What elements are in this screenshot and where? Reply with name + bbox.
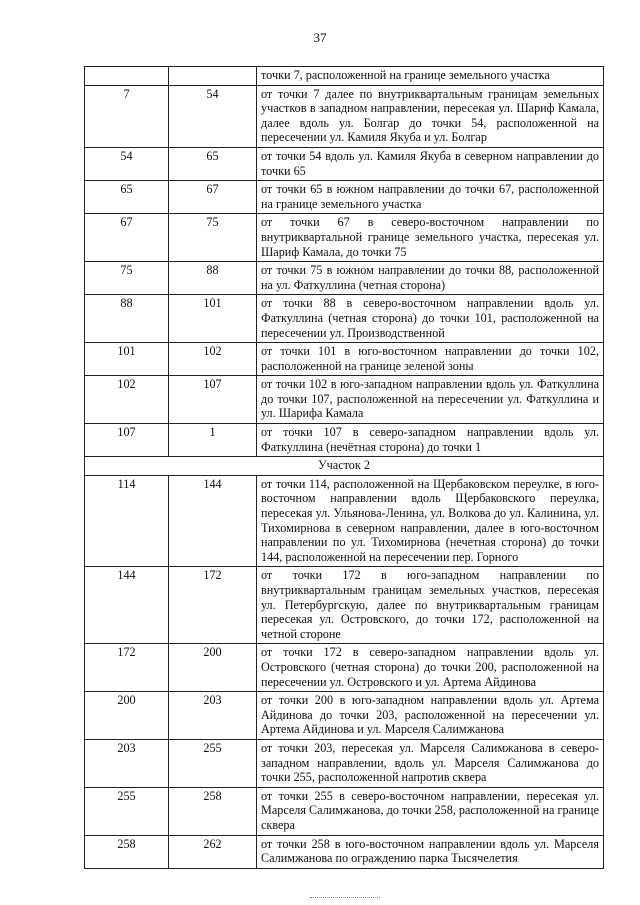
description-cell: от точки 75 в южном направлении до точки 88, расположенной на ул. Фаткуллина (четная сторона) bbox=[257, 262, 604, 295]
description-cell: от точки 172 в юго-западном направлении по внутриквартальным границам земельных участков, пересекая ул. Петербургскую, далее по внутриквартальным границам пересекая ул. Островского, до точки 172, расположенной на четной стороне bbox=[257, 567, 604, 644]
table-row bbox=[85, 424, 604, 457]
from-point-cell: 54 bbox=[85, 147, 169, 180]
from-point-cell: 67 bbox=[85, 214, 169, 262]
table-row bbox=[85, 739, 604, 787]
from-point-cell: 200 bbox=[85, 692, 169, 740]
table-row bbox=[85, 787, 604, 835]
from-point-cell bbox=[85, 67, 169, 86]
to-point-cell: 67 bbox=[169, 181, 257, 214]
page-number: 37 bbox=[313, 30, 327, 45]
table-body bbox=[85, 67, 604, 869]
table-row bbox=[85, 567, 604, 644]
to-point-cell: 101 bbox=[169, 295, 257, 343]
table-row bbox=[85, 835, 604, 868]
from-point-cell: 203 bbox=[85, 739, 169, 787]
to-point-cell: 54 bbox=[169, 85, 257, 147]
to-point-cell: 255 bbox=[169, 739, 257, 787]
description-cell: от точки 65 в южном направлении до точки 67, расположенной на границе земельного участка bbox=[257, 181, 604, 214]
to-point-cell: 262 bbox=[169, 835, 257, 868]
table-row bbox=[85, 644, 604, 692]
to-point-cell: 258 bbox=[169, 787, 257, 835]
table-row bbox=[85, 475, 604, 567]
description-cell: от точки 258 в юго-восточном направлении вдоль ул. Марселя Салимжанова по ограждению парка Тысячелетия bbox=[257, 835, 604, 868]
from-point-cell: 7 bbox=[85, 85, 169, 147]
to-point-cell: 1 bbox=[169, 424, 257, 457]
from-point-cell: 114 bbox=[85, 475, 169, 567]
from-point-cell: 144 bbox=[85, 567, 169, 644]
description-cell: точки 7, расположенной на границе земельного участка bbox=[257, 67, 604, 86]
to-point-cell: 65 bbox=[169, 147, 257, 180]
description-cell: от точки 101 в юго-восточном направлении до точки 102, расположенной на границе зеленой зоны bbox=[257, 343, 604, 376]
from-point-cell: 107 bbox=[85, 424, 169, 457]
description-cell: от точки 67 в северо-восточном направлении по внутриквартальной границе земельного участка, пересекая ул. Шариф Камала, до точки 75 bbox=[257, 214, 604, 262]
from-point-cell: 101 bbox=[85, 343, 169, 376]
from-point-cell: 75 bbox=[85, 262, 169, 295]
to-point-cell: 203 bbox=[169, 692, 257, 740]
description-cell: от точки 200 в юго-западном направлении вдоль ул. Артема Айдинова до точки 203, расположенной на пересечении ул. Артема Айдинова и ул. Марселя Салимжанова bbox=[257, 692, 604, 740]
section-heading: Участок 2 bbox=[85, 457, 604, 476]
description-cell: от точки 255 в северо-восточном направлении, пересекая ул. Марселя Салимжанова, до точки 258, расположенной на границе сквера bbox=[257, 787, 604, 835]
description-cell: от точки 102 в юго-западном направлении вдоль ул. Фаткуллина до точки 107, расположенной на пересечении ул. Фаткуллина и ул. Шарифа Камала bbox=[257, 376, 604, 424]
to-point-cell: 144 bbox=[169, 475, 257, 567]
description-cell: от точки 203, пересекая ул. Марселя Салимжанова в северо-западном направлении, вдоль ул. Марселя Салимжанова до точки 255, расположенной напротив сквера bbox=[257, 739, 604, 787]
from-point-cell: 255 bbox=[85, 787, 169, 835]
table-row bbox=[85, 692, 604, 740]
table-row bbox=[85, 67, 604, 86]
description-cell: от точки 54 вдоль ул. Камиля Якуба в северном направлении до точки 65 bbox=[257, 147, 604, 180]
to-point-cell bbox=[169, 67, 257, 86]
table-row bbox=[85, 295, 604, 343]
to-point-cell: 107 bbox=[169, 376, 257, 424]
to-point-cell: 172 bbox=[169, 567, 257, 644]
table-row bbox=[85, 147, 604, 180]
table-row bbox=[85, 181, 604, 214]
description-cell: от точки 114, расположенной на Щербаковском переулке, в юго-восточном направлении вдоль Щербаковского переулка, пересекая ул. Ульянова-Ленина, ул. Волкова до ул. Калинина, ул. Тихомирнова в северном направлении, далее в юго-восточном направлении по ул. Тихомирнова (нечетная сторона) до точки 144, расположенной на пересечении пер. Горного bbox=[257, 475, 604, 567]
to-point-cell: 102 bbox=[169, 343, 257, 376]
table-row bbox=[85, 343, 604, 376]
to-point-cell: 75 bbox=[169, 214, 257, 262]
to-point-cell: 200 bbox=[169, 644, 257, 692]
section-heading-row bbox=[85, 457, 604, 476]
from-point-cell: 258 bbox=[85, 835, 169, 868]
description-cell: от точки 88 в северо-восточном направлении вдоль ул. Фаткуллина (четная сторона) до точки 101, расположенной на пересечении ул. Производственной bbox=[257, 295, 604, 343]
table-row bbox=[85, 214, 604, 262]
from-point-cell: 172 bbox=[85, 644, 169, 692]
from-point-cell: 65 bbox=[85, 181, 169, 214]
table-row bbox=[85, 376, 604, 424]
description-cell: от точки 107 в северо-западном направлении вдоль ул. Фаткуллина (нечётная сторона) до точки 1 bbox=[257, 424, 604, 457]
table-row bbox=[85, 85, 604, 147]
description-cell: от точки 172 в северо-западном направлении вдоль ул. Островского (четная сторона) до точки 200, расположенной на пересечении ул. Островского и ул. Артема Айдинова bbox=[257, 644, 604, 692]
boundary-description-table bbox=[84, 66, 604, 869]
from-point-cell: 88 bbox=[85, 295, 169, 343]
footer-mark bbox=[310, 897, 380, 899]
from-point-cell: 102 bbox=[85, 376, 169, 424]
table-row bbox=[85, 262, 604, 295]
description-cell: от точки 7 далее по внутриквартальным границам земельных участков в западном направлении, пересекая ул. Шариф Камала, далее вдоль ул. Болгар до точки 54, расположенной на пересечении ул. Камиля Якуба и ул. Болгар bbox=[257, 85, 604, 147]
to-point-cell: 88 bbox=[169, 262, 257, 295]
